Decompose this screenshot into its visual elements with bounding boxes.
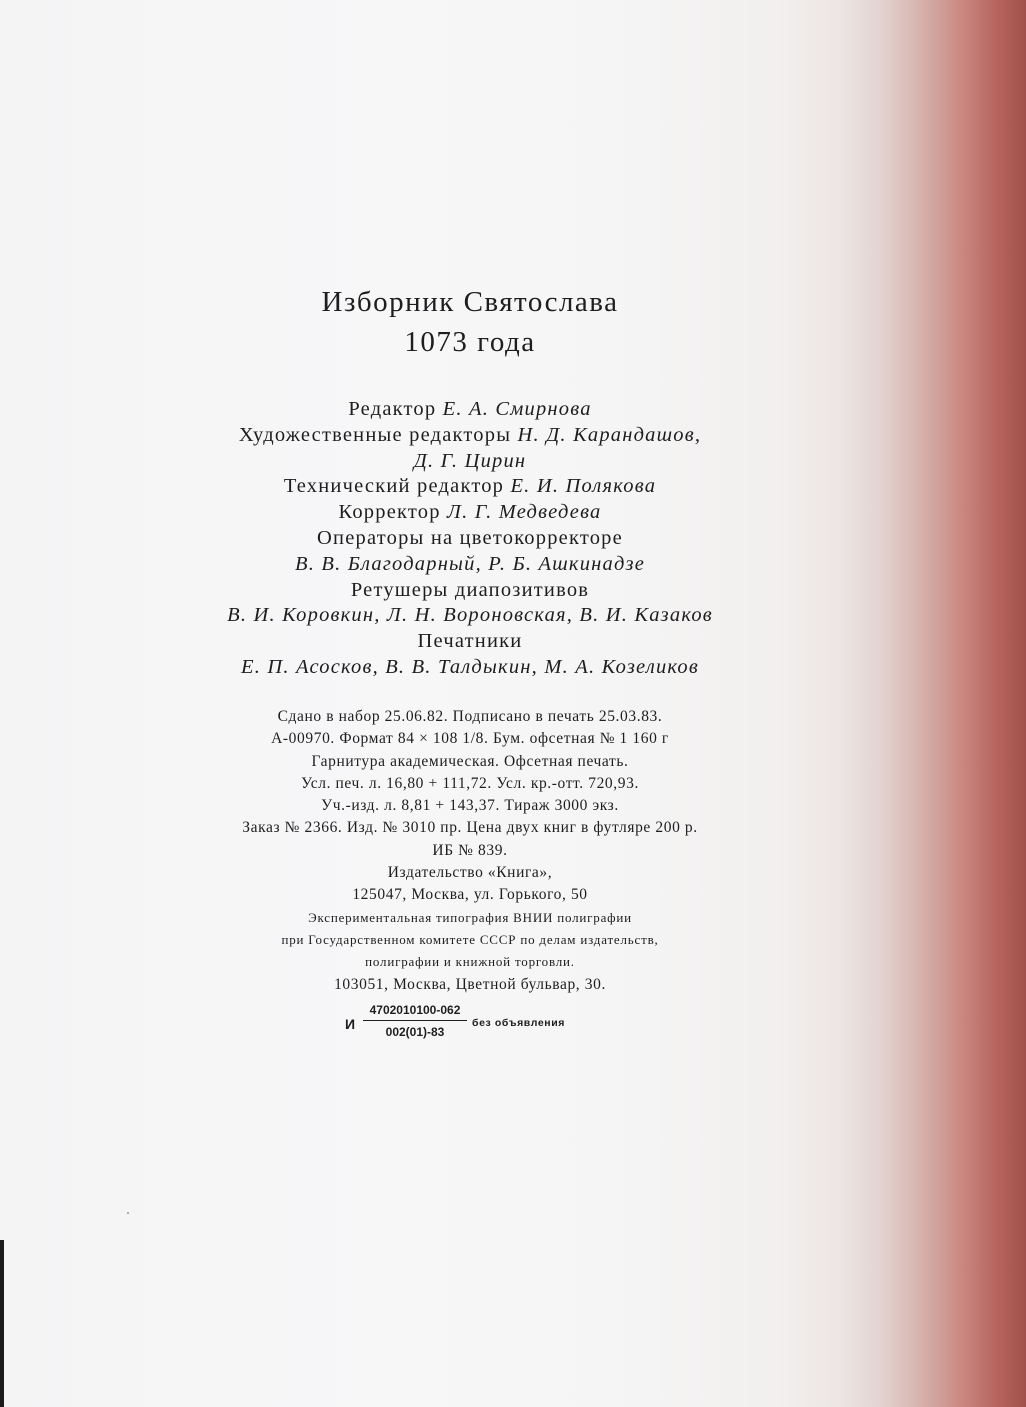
credit-editor (0, 397, 940, 423)
credit-tech-editor-name: Е. И. Полякова (510, 475, 657, 498)
credit-art-editors (0, 423, 940, 449)
imprint-line-5: Уч.-изд. л. 8,81 + 143,37. Тираж 3000 экз. (321, 797, 619, 815)
credit-retouchers-role: Ретушеры диапозитивов (350, 578, 590, 601)
title-line-1: Изборник Святослава (321, 286, 619, 318)
imprint-line-2: А-00970. Формат 84 × 108 1/8. Бум. офсетная № 1 160 г (271, 730, 669, 748)
imprint-line-3: Гарнитура академическая. Офсетная печать. (311, 752, 629, 770)
credit-tech-editor (0, 474, 940, 500)
credit-color-operators-names: В. В. Благодарный, Р. Б. Ашкинадзе (294, 552, 646, 575)
title-line-2: 1073 года (404, 326, 536, 358)
paper-speck (127, 1212, 129, 1214)
credit-art-editors-name-1: Н. Д. Карандашов, (517, 423, 702, 446)
code-denominator: 002(01)-83 (385, 1025, 445, 1039)
imprint-line-1: Сдано в набор 25.06.82. Подписано в печать 25.03.83. (277, 708, 663, 725)
spine-edge-line (0, 1240, 4, 1407)
code-fraction (363, 1002, 467, 1040)
book-title (0, 282, 940, 362)
code-numerator: 4702010100-062 (363, 1002, 467, 1021)
imprint-line-8: Издательство «Книга», (387, 864, 553, 882)
credit-corrector-name: Л. Г. Медведева (447, 501, 602, 524)
imprint-line-4: Усл. печ. л. 16,80 + 111,72. Усл. кр.-отт. 720,93. (301, 774, 639, 792)
credit-art-editors-role: Художественные редакторы (238, 423, 518, 446)
imprint-line-11: при Государственном комитете СССР по делам издательств, (281, 931, 659, 947)
credit-retouchers-names: В. И. Коровкин, Л. Н. Вороновская, В. И. Казаков (227, 604, 713, 627)
credit-editor-name: Е. А. Смирнова (442, 398, 592, 420)
imprint-line-9: 125047, Москва, ул. Горького, 50 (352, 886, 588, 904)
code-letter: И (345, 1016, 356, 1032)
credit-art-editors-name-2: Д. Г. Цирин (413, 449, 527, 472)
credit-printers-role: Печатники (417, 630, 523, 653)
credit-printers-names: Е. П. Асосков, В. В. Талдыкин, М. А. Козеликов (241, 655, 699, 678)
credit-color-operators-role: Операторы на цветокорректоре (317, 526, 623, 549)
imprint-line-10: Экспериментальная типография ВНИИ полиграфии (308, 909, 632, 925)
imprint-line-6: Заказ № 2366. Изд. № 3010 пр. Цена двух книг в футляре 200 р. (242, 819, 698, 837)
credit-corrector-role: Корректор (338, 501, 448, 524)
credits-block (0, 397, 940, 681)
code-note: без объявления (472, 1017, 566, 1029)
credit-corrector (0, 500, 940, 526)
imprint-line-7: ИБ № 839. (432, 841, 508, 859)
imprint-line-12: полиграфии и книжной торговли. (365, 954, 575, 970)
credit-editor-role: Редактор (348, 398, 443, 420)
imprint-line-13: 103051, Москва, Цветной бульвар, 30. (334, 975, 606, 993)
imprint-block (0, 706, 940, 996)
credit-tech-editor-role: Технический редактор (283, 475, 511, 498)
